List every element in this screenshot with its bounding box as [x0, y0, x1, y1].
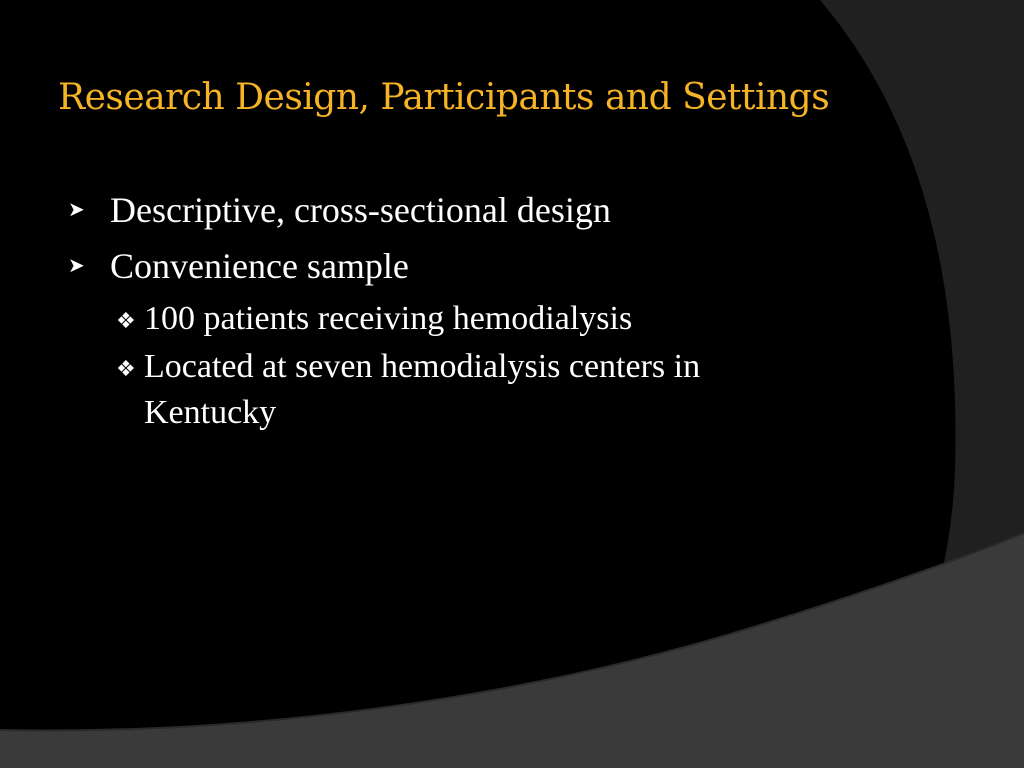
bullet-list — [60, 182, 860, 436]
slide-title: Research Design, Participants and Settings — [58, 77, 830, 118]
bullet-item — [60, 238, 860, 294]
diamond-bullet-icon: ❖ — [116, 308, 136, 333]
bottom-swoosh-shape — [0, 533, 1024, 768]
sub-bullet-item — [60, 296, 860, 342]
bullet-item — [60, 182, 860, 238]
arrowhead-bullet-icon: ➤ — [68, 199, 85, 221]
arrowhead-bullet-icon: ➤ — [68, 255, 85, 277]
sub-bullet-item — [60, 344, 860, 436]
sub-bullet-text: 100 patients receiving hemodialysis — [144, 300, 633, 337]
diamond-bullet-icon: ❖ — [116, 356, 136, 381]
sub-bullet-text: Located at seven hemodialysis centers in Kentucky — [144, 348, 701, 431]
bullet-text: Convenience sample — [110, 246, 409, 286]
bullet-text: Descriptive, cross-sectional design — [110, 190, 611, 230]
